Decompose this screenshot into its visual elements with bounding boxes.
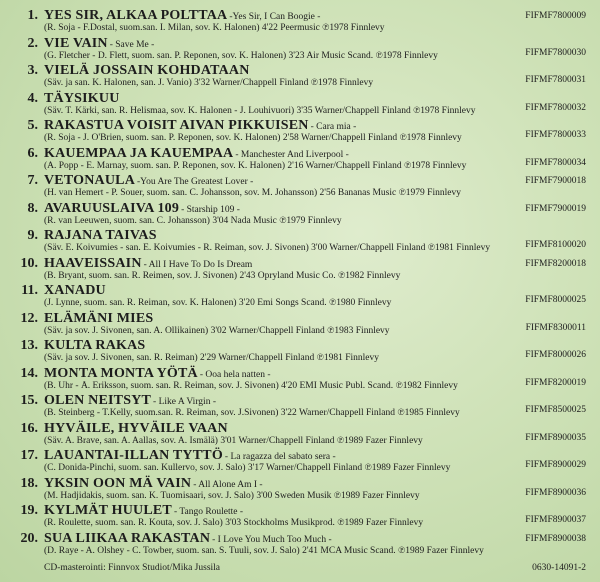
track-credits: (D. Raye - A. Olshey - C. Towber, suom. san. S. Tuuli, sov. J. Salo) 2'41 MCA Music Scand. ℗1989 Fazer Finnlevy: [44, 545, 484, 556]
isrc-code: FIFMF7800030: [525, 47, 586, 58]
track-title-line: [44, 228, 586, 244]
track-credits: (H. van Hemert - P. Souer, suom. san. C. Johansson, sov. M. Johansson) 2'56 Bananas Music ℗1979 Finnlevy: [44, 188, 461, 198]
original-title: - Like A Virgin -: [153, 397, 216, 407]
track-item: [0, 144, 600, 172]
track-credits: (C. Donida-Pinchi, suom. san. Kullervo, sov. J. Salo) 3'17 Warner/Chappell Finland ℗1989 Fazer Finnlevy: [44, 463, 451, 473]
original-title: - Ooa hela natten -: [199, 369, 271, 380]
track-number: 13.: [20, 338, 38, 353]
isrc-code: FIFMF7800033: [525, 130, 586, 140]
track-credits: (B. Steinberg - T.Kelly, suom.san. R. Reiman, sov. J.Sivonen) 3'22 Warner/Chappell Finland ℗1985 Finnlevy: [44, 408, 460, 418]
track-number: 18.: [20, 475, 38, 491]
track-credits: (J. Lynne, suom. san. R. Reiman, sov. K. Halonen) 3'20 Emi Songs Scand. ℗1980 Finnlevy: [44, 298, 392, 308]
track-title: AVARUUSLAIVA 109: [44, 200, 180, 216]
track-item: [0, 89, 600, 117]
isrc-code: FIFMF8200019: [525, 377, 586, 388]
track-title: YES SIR, ALKAA POLTTAA: [44, 8, 228, 23]
track-title-line: [44, 283, 586, 299]
track-number: 2.: [27, 35, 38, 51]
isrc-code: FIFMF8000025: [525, 295, 586, 305]
track-title: HYVÄILE, HYVÄILE VAAN: [44, 420, 228, 436]
track-title: ELÄMÄNI MIES: [44, 310, 154, 326]
track-number: 15.: [20, 393, 38, 408]
isrc-code: FIFMF8900037: [525, 515, 586, 525]
track-number: 12.: [20, 310, 38, 326]
original-title: - Starship 109 -: [181, 204, 240, 215]
isrc-code: FIFMF7800032: [525, 102, 586, 113]
track-title: HAAVEISSAIN: [44, 255, 142, 271]
track-title: XANADU: [44, 283, 106, 298]
track-item: [0, 309, 600, 337]
track-number: 8.: [27, 200, 38, 216]
original-title: - Tango Roulette -: [173, 507, 244, 517]
isrc-code: FIFMF8100020: [525, 240, 586, 250]
catalog-number: 0630-14091-2: [532, 563, 586, 573]
track-item: [0, 364, 600, 392]
isrc-code: FIFMF8500025: [525, 405, 586, 415]
track-item: [0, 171, 600, 199]
track-item: [0, 61, 600, 89]
track-title: OLEN NEITSYT: [44, 393, 152, 408]
track-credits: (A. Popp - E. Marnay, suom. san. P. Reponen, sov. K. Halonen) 2'16 Warner/Chappell Finland ℗1978 Finnlevy: [44, 160, 467, 171]
isrc-code: FIFMF8900036: [525, 487, 586, 498]
track-item: [0, 391, 600, 419]
track-number: 14.: [20, 365, 38, 381]
original-title: -You Are The Greatest Lover -: [137, 177, 254, 187]
track-title: KULTA RAKAS: [44, 338, 146, 353]
track-item: [0, 474, 600, 502]
track-credits: (Säv. ja sov. J. Sivonen, san. A. Ollikainen) 3'02 Warner/Chappell Finland ℗1983 Finnlevy: [44, 325, 390, 336]
track-title-line: [44, 338, 586, 354]
isrc-code: FIFMF8900035: [525, 432, 586, 443]
track-number: 20.: [20, 530, 38, 546]
track-credits: (B. Uhr - Å. Eriksson, suom. san. R. Reiman, sov. J. Sivonen) 4'20 EMI Music Publ. Scand. ℗1982 Finnlevy: [44, 380, 458, 391]
track-item: [0, 419, 600, 447]
track-item: [0, 446, 600, 474]
mastering-credit: CD-masterointi: Finnvox Studiot/Mika Jussila: [44, 563, 221, 573]
track-credits: (M. Hadjidakis, suom. san. K. Tuomisaari, sov. J. Salo) 3'00 Sweden Musik ℗1989 Fazer Finnlevy: [44, 490, 420, 501]
track-title-line: [44, 421, 586, 437]
track-item: [0, 226, 600, 254]
track-title: KYLMÄT HUULET: [44, 503, 172, 518]
track-number: 19.: [20, 503, 38, 518]
track-number: 5.: [27, 118, 38, 133]
track-title-line: [44, 63, 586, 79]
track-number: 7.: [27, 173, 38, 188]
track-title-line: [44, 91, 586, 107]
track-title: RAJANA TAIVAS: [44, 228, 157, 243]
original-title: - La ragazza del sabato sera -: [224, 452, 336, 462]
isrc-code: FIFMF8300011: [525, 322, 586, 333]
track-credits: (B. Bryant, suom. san. R. Reimen, sov. J. Sivonen) 2'43 Opryland Music Co. ℗1982 Finnlevy: [44, 270, 401, 281]
track-number: 1.: [27, 8, 38, 23]
track-title: SUA LIIKAA RAKASTAN: [44, 530, 211, 546]
original-title: -Yes Sir, I Can Boogie -: [229, 12, 321, 22]
isrc-code: FIFMF8200018: [525, 258, 586, 269]
isrc-code: FIFMF7900018: [525, 176, 586, 186]
track-credits: (R. van Leeuwen, suom. san. C. Johansson) 3'04 Nada Music ℗1979 Finnlevy: [44, 215, 342, 226]
original-title: - I Love You Much Too Much -: [212, 534, 332, 545]
track-credits: (Säv. ja sov. J. Sivonen, san. R. Reiman) 2'29 Warner/Chappell Finland ℗1981 Finnlevy: [44, 353, 380, 363]
track-item: [0, 199, 600, 227]
original-title: - Cara mia -: [310, 122, 357, 132]
track-credits: (Säv. ja san. K. Halonen, san. J. Vanio) 3'32 Warner/Chappell Finland ℗1978 Finnlevy: [44, 78, 374, 88]
track-item: [0, 254, 600, 282]
isrc-code: FIFMF8000026: [525, 350, 586, 360]
track-list: [0, 6, 600, 556]
track-item: [0, 336, 600, 364]
isrc-code: FIFMF8900029: [525, 460, 586, 470]
track-item: [0, 34, 600, 62]
track-item: [0, 116, 600, 144]
track-title: KAUEMPAA JA KAUEMPAA: [44, 145, 234, 161]
original-title: - All I Have To Do Is Dream: [143, 259, 253, 270]
track-credits: (Säv. A. Brave, san. A. Aallas, sov. A. Ismälä) 3'01 Warner/Chappell Finland ℗1989 Fazer Finnlevy: [44, 435, 423, 446]
track-number: 9.: [27, 228, 38, 243]
original-title: - All Alone Am I -: [193, 479, 263, 490]
track-number: 6.: [27, 145, 38, 161]
track-credits: (R. Soja - J. O'Brien, suom. san. P. Reponen, sov. K. Halonen) 2'58 Warner/Chappell Finland ℗1978 Finnlevy: [44, 133, 462, 143]
track-title: TÄYSIKUU: [44, 90, 120, 106]
track-number: 11.: [21, 283, 38, 298]
track-title-line: [44, 311, 586, 327]
original-title: - Manchester And Liverpool -: [235, 149, 349, 160]
track-number: 4.: [27, 90, 38, 106]
isrc-code: FIFMF8900038: [525, 533, 586, 544]
track-credits: (R. Soja - F.Dostal, suom.san. I. Milan, sov. K. Halonen) 4'22 Peermusic ℗1978 Finnlevy: [44, 23, 385, 33]
track-credits: (Säv. T. Kärki, san. R. Helismaa, sov. K. Halonen - J. Louhivuori) 3'35 Warner/Chappell Finland ℗1978 Finnlevy: [44, 105, 476, 116]
track-title: MONTA MONTA YÖTÄ: [44, 365, 198, 381]
track-title: YKSIN OON MÄ VAIN: [44, 475, 192, 491]
track-item: [0, 6, 600, 34]
track-title: VIELÄ JOSSAIN KOHDATAAN: [44, 63, 250, 78]
track-title: RAKASTUA VOISIT AIVAN PIKKUISEN: [44, 118, 309, 133]
track-title: VETONAULA: [44, 173, 136, 188]
track-title: LAUANTAI-ILLAN TYTTÖ: [44, 448, 223, 463]
original-title: - Save Me -: [109, 39, 155, 50]
isrc-code: FIFMF7800031: [525, 75, 586, 85]
track-credits: (Säv. E. Koivumies - san. E. Koivumies - R. Reiman, sov. J. Sivonen) 3'00 Warner/Chappell Finland ℗1981 Finnlevy: [44, 243, 491, 253]
track-credits: (R. Roulette, suom. san. R. Kouta, sov. J. Salo) 3'03 Stockholms Musikprod. ℗1989 Fazer Finnlevy: [44, 518, 424, 528]
track-item: [0, 529, 600, 557]
track-number: 16.: [20, 420, 38, 436]
track-item: [0, 281, 600, 309]
track-number: 10.: [20, 255, 38, 271]
track-title: VIE VAIN: [44, 35, 108, 51]
isrc-code: FIFMF7800009: [525, 11, 586, 21]
isrc-code: FIFMF7800034: [525, 157, 586, 168]
track-item: [0, 501, 600, 529]
track-credits: (G. Fletcher - D. Flett, suom. san. P. Reponen, sov. K. Halonen) 3'23 Air Music Scand. ℗1978 Finnlevy: [44, 50, 438, 61]
track-number: 17.: [20, 448, 38, 463]
isrc-code: FIFMF7900019: [525, 203, 586, 214]
track-number: 3.: [27, 63, 38, 78]
